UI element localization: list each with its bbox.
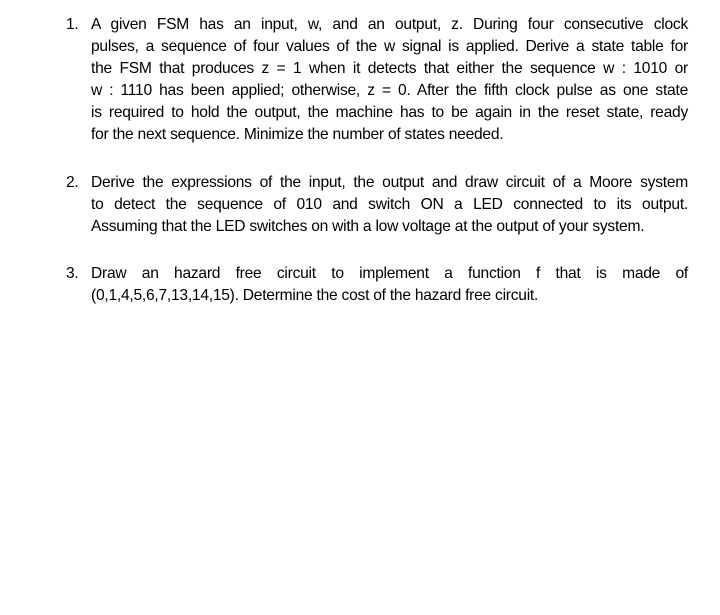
question-line: to detect the sequence of 010 and switch ON a LED connected to its output. — [91, 196, 688, 213]
question-text — [91, 14, 688, 146]
question-number: 1. — [66, 16, 79, 33]
question-line: for the next sequence. Minimize the number of states needed. — [91, 126, 504, 143]
question-line: is required to hold the output, the machine has to be again in the reset state, ready — [91, 104, 688, 121]
question-text — [91, 172, 688, 238]
question-line: Draw an hazard free circuit to implement a function f that is made of — [91, 265, 688, 282]
question-line: the FSM that produces z = 1 when it detects that either the sequence w : 1010 or — [91, 60, 688, 77]
question-number: 2. — [66, 174, 79, 191]
question-2 — [66, 172, 688, 238]
question-line: w : 1110 has been applied; otherwise, z = 0. After the fifth clock pulse as one state — [91, 82, 688, 99]
question-line: pulses, a sequence of four values of the w signal is applied. Derive a state table for — [91, 38, 688, 55]
question-number: 3. — [66, 265, 79, 282]
question-line: Assuming that the LED switches on with a low voltage at the output of your system. — [91, 218, 645, 235]
question-line: (0,1,4,5,6,7,13,14,15). Determine the cost of the hazard free circuit. — [91, 287, 539, 304]
question-1 — [66, 14, 688, 146]
question-3 — [66, 263, 688, 307]
question-line: Derive the expressions of the input, the output and draw circuit of a Moore system — [91, 174, 688, 191]
question-line: A given FSM has an input, w, and an output, z. During four consecutive clock — [91, 16, 688, 33]
question-text — [91, 263, 688, 307]
